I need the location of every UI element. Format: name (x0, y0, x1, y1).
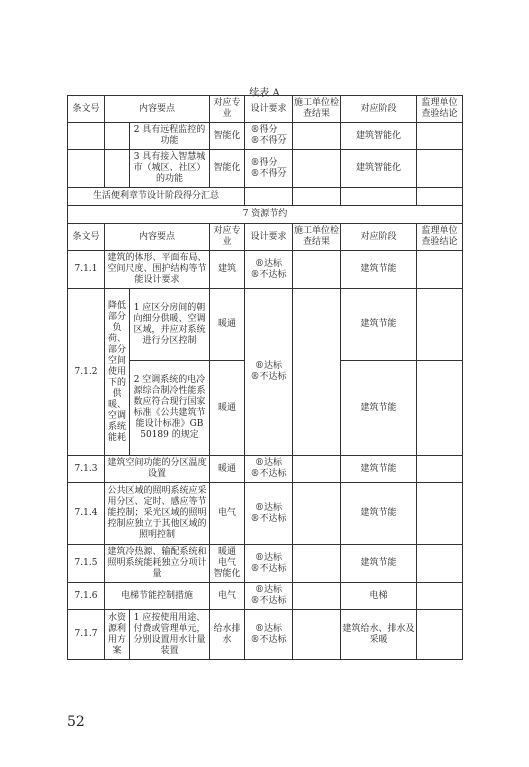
header-requirement: 设计要求 (245, 96, 293, 123)
clause-cell: 7.1.5 (68, 545, 105, 583)
construction-cell[interactable] (293, 150, 341, 188)
group-cell: 水资源利用方案 (105, 610, 130, 660)
fail-option[interactable]: ®不达标 (250, 634, 287, 645)
page-number: 52 (67, 714, 85, 730)
major-cell: 智能化 (210, 150, 245, 188)
major-cell: 智能化 (210, 123, 245, 150)
content-cell: 1 应按使用用途、付费或管理单元，分别设置用水计量装置 (130, 610, 210, 660)
table-row (68, 483, 463, 545)
major-cell: 电气 (210, 483, 245, 545)
supervision-cell[interactable] (417, 456, 463, 483)
stage-cell: 电梯 (341, 583, 417, 610)
stage-cell: 建筑节能 (341, 456, 417, 483)
stage-cell: 建筑节能 (341, 483, 417, 545)
supervision-cell[interactable] (417, 583, 463, 610)
section-row (68, 206, 463, 224)
summary-cell[interactable] (293, 188, 341, 206)
header-major: 对应专业 (210, 96, 245, 123)
clause-cell (68, 123, 105, 150)
requirement-cell (245, 456, 293, 483)
table-row (68, 456, 463, 483)
group-cell: 降低部分负荷、部分空间使用下的供暖、空调系统能耗 (105, 289, 130, 456)
major-line: 智能化 (213, 569, 241, 579)
supervision-cell[interactable] (417, 483, 463, 545)
header-clause: 条文号 (68, 96, 105, 123)
header-content: 内容要点 (105, 96, 210, 123)
content-cell: 公共区域的照明系统应采用分区、定时、感应等节能控制；采光区域的照明控制应独立于其他区域的照明控制 (105, 483, 210, 545)
table-row (68, 610, 463, 660)
fail-option[interactable]: ®不达标 (250, 269, 287, 280)
construction-cell[interactable] (293, 456, 341, 483)
header-construction: 施工单位检查结果 (293, 224, 341, 251)
pass-option[interactable]: ®达标 (255, 502, 283, 513)
major-line: 暖通 (218, 547, 237, 557)
no-score-option[interactable]: ®不得分 (250, 168, 287, 179)
header-clause: 条文号 (68, 224, 105, 251)
summary-cell[interactable] (341, 188, 417, 206)
stage-cell: 建筑智能化 (341, 150, 417, 188)
table-header-row (68, 96, 463, 123)
stage-cell: 建筑节能 (341, 545, 417, 583)
stage-cell: 建筑智能化 (341, 123, 417, 150)
construction-cell[interactable] (293, 610, 341, 660)
fail-option[interactable]: ®不达标 (250, 596, 287, 606)
content-cell: 2 空调系统的电冷源综合制冷性能系数应符合现行国家标准《公共建筑节能设计标准》GB 50189 的规定 (130, 361, 210, 456)
clause-cell: 7.1.2 (68, 289, 105, 456)
pass-option[interactable]: ®达标 (255, 623, 283, 634)
header-supervision: 监理单位查验结论 (417, 96, 463, 123)
content-cell: 2 具有远程监控的功能 (130, 123, 210, 150)
clause-cell: 7.1.6 (68, 583, 105, 610)
pass-option[interactable]: ®达标 (255, 552, 283, 563)
content-cell: 建筑的体形、平面布局、空间尺度、围护结构等节能设计要求 (105, 251, 210, 289)
header-supervision: 监理单位查验结论 (417, 224, 463, 251)
clause-cell (68, 150, 105, 188)
header-construction: 施工单位检查结果 (293, 96, 341, 123)
major-cell: 建筑 (210, 251, 245, 289)
section-title: 7 资源节约 (68, 206, 463, 224)
fail-option[interactable]: ®不达标 (250, 372, 287, 382)
requirement-cell (245, 583, 293, 610)
major-cell (210, 545, 245, 583)
fail-option[interactable]: ®不达标 (250, 469, 287, 479)
score-option[interactable]: ®得分__ (250, 125, 287, 135)
content-cell (105, 150, 130, 188)
pass-option[interactable]: ®达标 (255, 458, 283, 468)
table-row (68, 583, 463, 610)
major-line: 电气 (218, 558, 237, 568)
pass-option[interactable]: ®达标 (255, 258, 283, 269)
major-cell: 暖通 (210, 456, 245, 483)
supervision-cell[interactable] (417, 545, 463, 583)
table-row (68, 251, 463, 289)
summary-cell[interactable] (245, 188, 293, 206)
table-row (68, 289, 463, 361)
table-header-row (68, 224, 463, 251)
header-major: 对应专业 (210, 224, 245, 251)
construction-cell[interactable] (293, 123, 341, 150)
requirement-cell (245, 610, 293, 660)
summary-cell[interactable] (417, 188, 463, 206)
major-cell: 暖通 (210, 361, 245, 456)
major-cell: 电气 (210, 583, 245, 610)
stage-cell: 建筑节能 (341, 289, 417, 361)
stage-cell: 建筑节能 (341, 251, 417, 289)
table-row (68, 123, 463, 150)
no-score-option[interactable]: ®不得分 (250, 136, 287, 146)
summary-row (68, 188, 463, 206)
header-content: 内容要点 (105, 224, 210, 251)
requirement-cell (245, 545, 293, 583)
stage-cell: 建筑节能 (341, 361, 417, 456)
fail-option[interactable]: ®不达标 (250, 513, 287, 524)
supervision-cell[interactable] (417, 150, 463, 188)
supervision-cell[interactable] (417, 610, 463, 660)
supervision-cell[interactable] (417, 251, 463, 289)
major-cell: 暖通 (210, 289, 245, 361)
construction-cell[interactable] (293, 583, 341, 610)
acceptance-table (67, 95, 463, 660)
header-stage: 对应阶段 (341, 224, 417, 251)
content-cell: 1 应区分房间的朝向细分供暖、空调区域，并应对系统进行分区控制 (130, 289, 210, 361)
header-requirement: 设计要求 (245, 224, 293, 251)
pass-option[interactable]: ®达标 (255, 361, 283, 371)
construction-cell[interactable] (293, 545, 341, 583)
requirement-cell (245, 251, 293, 289)
requirement-cell (245, 289, 293, 456)
table-row (68, 545, 463, 583)
construction-cell[interactable] (293, 483, 341, 545)
content-cell: 建筑冷热源、输配系统和照明系统能耗独立分项计量 (105, 545, 210, 583)
content-cell (105, 123, 130, 150)
supervision-cell[interactable] (417, 289, 463, 361)
requirement-cell (245, 150, 293, 188)
content-cell: 建筑空间功能的分区温度设置 (105, 456, 210, 483)
table-row (68, 150, 463, 188)
header-stage: 对应阶段 (341, 96, 417, 123)
construction-cell[interactable] (293, 251, 341, 289)
major-cell: 给水排水 (210, 610, 245, 660)
requirement-cell (245, 123, 293, 150)
summary-label: 生活便利章节设计阶段得分汇总 (68, 188, 245, 206)
clause-cell: 7.1.4 (68, 483, 105, 545)
score-option[interactable]: ®得分__ (250, 157, 287, 168)
supervision-cell[interactable] (417, 361, 463, 456)
table-caption: 续表 A (249, 88, 280, 99)
content-cell: 电梯节能控制措施 (105, 583, 210, 610)
construction-cell[interactable] (293, 289, 341, 456)
content-cell: 3 具有接入智慧城市（城区、社区）的功能 (130, 150, 210, 188)
requirement-cell (245, 483, 293, 545)
fail-option[interactable]: ®不达标 (250, 563, 287, 574)
clause-cell: 7.1.1 (68, 251, 105, 289)
stage-cell: 建筑给水、排水及采暖 (341, 610, 417, 660)
clause-cell: 7.1.7 (68, 610, 105, 660)
pass-option[interactable]: ®达标 (255, 585, 283, 595)
clause-cell: 7.1.3 (68, 456, 105, 483)
supervision-cell[interactable] (417, 123, 463, 150)
